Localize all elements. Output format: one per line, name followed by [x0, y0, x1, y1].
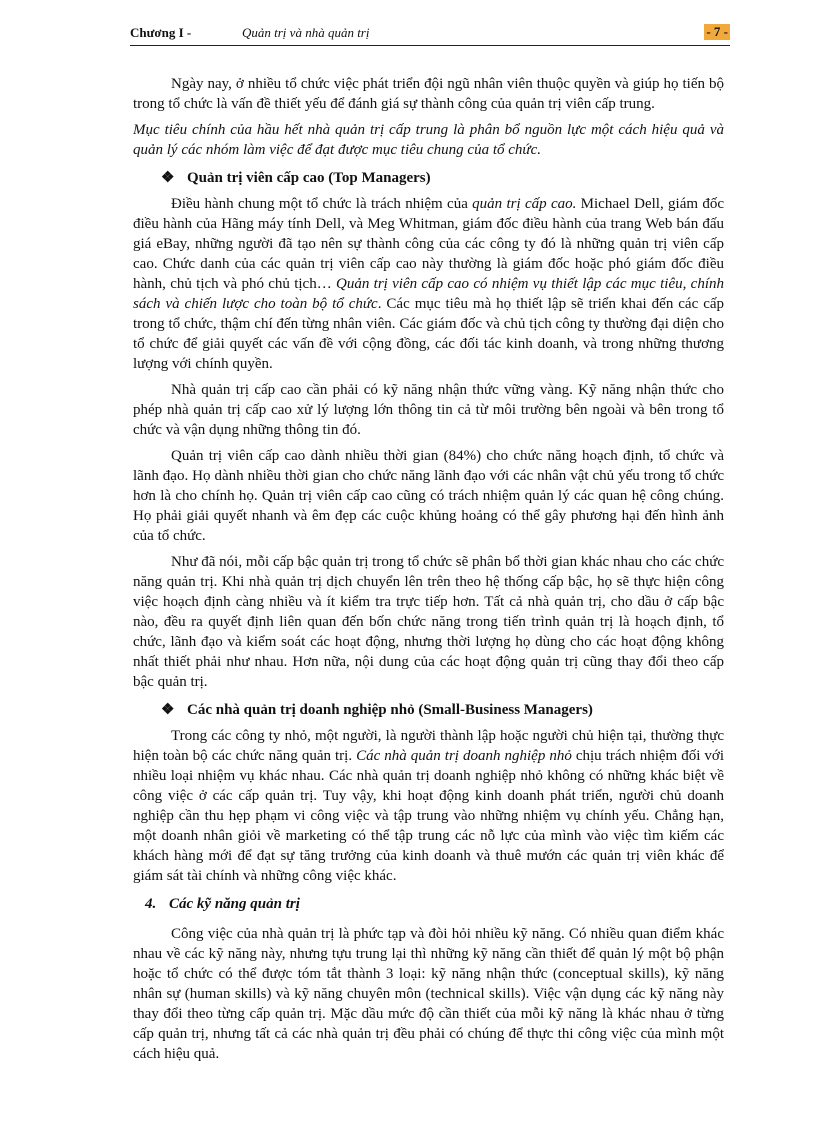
- text-run: chịu trách nhiệm đối với nhiều loại nhiệm vụ khác nhau. Các nhà quản trị doanh nghiệp nhỏ không có những khác biệt về công việc ở các cấp quản trị. Tuy vậy, khi hoạt động kinh doanh phát triển, người chủ doanh nghiệp cần thu hẹp phạm vi công việc và tập trung vào những nhiệm vụ chính yếu. Chẳng hạn, một doanh nhân giỏi về marketing có thể tập trung các nỗ lực của mình vào việc tìm kiếm các khách hàng mới để đạt sự tăng trưởng của kinh doanh và thuê mướn các quản trị viên khác để giám sát tài chính và những công việc khác.: [133, 748, 724, 884]
- paragraph-italic-summary: Mục tiêu chính của hầu hết nhà quản trị cấp trung là phân bổ nguồn lực một cách hiệu quả và quản lý các nhóm làm việc để đạt được mục tiêu chung của tổ chức.: [133, 122, 724, 158]
- document-body: [133, 74, 724, 1070]
- chapter-label: Chương I -: [130, 25, 192, 40]
- text-run: Trong các công ty nhỏ, một người, là người thành lập hoặc người chủ hiện tại, thường thực hiện toàn bộ các chức năng quản trị.: [133, 728, 724, 764]
- diamond-bullet-icon: ❖: [161, 170, 175, 186]
- section-number: 4.: [145, 896, 157, 912]
- section-heading-skills: [145, 894, 724, 914]
- paragraph: [133, 726, 724, 886]
- paragraph: Như đã nói, mỗi cấp bậc quản trị trong tổ chức sẽ phân bổ thời gian khác nhau cho các chức năng quản trị. Khi nhà quản trị dịch chuyển lên trên theo hệ thống cấp bậc, họ sẽ thực hiện công việc hoạch định càng nhiều và ít kiểm tra trực tiếp hơn. Tất cả nhà quản trị, cho dầu ở cấp bậc nào, đều ra quyết định liên quan đến bốn chức năng trong tiến trình quản trị là hoạch định, tổ chức, lãnh đạo và kiểm soát các hoạt động, nhưng thời lượng họ dùng cho các hoạt động không nhất thiết phải như nhau. Hơn nữa, nội dung của các hoạt động quản trị cũng thay đổi theo cấp bậc quản trị.: [133, 554, 724, 690]
- chapter-title: Quản trị và nhà quản trị: [242, 25, 370, 40]
- text-run-italic: Các nhà quản trị doanh nghiệp nhỏ: [356, 748, 572, 764]
- text-run-italic: quản trị cấp cao.: [472, 196, 577, 212]
- paragraph: Nhà quản trị cấp cao cần phải có kỹ năng nhận thức vững vàng. Kỹ năng nhận thức cho phép nhà quản trị cấp cao xử lý lượng lớn thông tin cả từ môi trường bên ngoài và bên trong tổ chức và vận dụng những thông tin đó.: [133, 382, 724, 438]
- text-run: . Các mục tiêu mà họ thiết lập sẽ triển khai đến các cấp trong tổ chức, thậm chí đến từng nhân viên. Các giám đốc và chủ tịch công ty thường đại diện cho tổ chức để giải quyết các vấn đề với cộng đồng, các đối tác kinh doanh, và trong những thương lượng với chính quyền.: [133, 296, 725, 372]
- paragraph: Công việc của nhà quản trị là phức tạp và đòi hỏi nhiều kỹ năng. Có nhiều quan điểm khác nhau về các kỹ năng này, nhưng tựu trung lại thì những kỹ năng cần thiết để quản lý một bộ phận hoặc tổ chức có thể được tóm tắt thành 3 loại: kỹ năng nhận thức (conceptual skills), kỹ năng nhân sự (human skills) và kỹ năng chuyên môn (technical skills). Việc vận dụng các kỹ năng này thay đổi theo từng cấp quản trị. Mặc dầu mức độ cần thiết của mỗi kỹ năng là khác nhau ở từng cấp quản trị, nhưng tất cả các nhà quản trị đều phải có chúng để thực thi công việc của mình một cách hiệu quả.: [133, 926, 724, 1062]
- section-heading-text: Các nhà quản trị doanh nghiệp nhỏ (Small-Business Managers): [187, 702, 593, 718]
- section-heading-text: Quản trị viên cấp cao (Top Managers): [187, 170, 431, 186]
- section-heading-top-managers: [133, 168, 724, 188]
- paragraph: Quản trị viên cấp cao dành nhiều thời gian (84%) cho chức năng hoạch định, tổ chức và lãnh đạo. Họ dành nhiều thời gian cho chức năng lãnh đạo với các nhân vật chủ yếu trong tổ chức hơn là cho chính họ. Quản trị viên cấp cao cũng có trách nhiệm quản lý các quan hệ công chúng. Họ phải giải quyết nhanh và êm đẹp các cuộc khủng hoảng có thể gây phương hại đến hình ảnh của tổ chức.: [133, 448, 724, 544]
- section-heading-text: Các kỹ năng quản trị: [169, 896, 300, 912]
- diamond-bullet-icon: ❖: [161, 702, 175, 718]
- page-header: [130, 25, 730, 45]
- page-number: - 7 -: [706, 24, 728, 39]
- header-rule: [130, 45, 730, 46]
- text-run-italic: Quản trị viên cấp cao có nhiệm vụ thiết lập các mục tiêu, chính sách và chiến lược cho toàn bộ tổ chức: [133, 276, 724, 312]
- paragraph: Ngày nay, ở nhiều tổ chức việc phát triển đội ngũ nhân viên thuộc quyền và giúp họ tiến bộ trong tổ chức là vấn đề thiết yếu để đánh giá sự thành công của quản trị viên cấp trung.: [133, 76, 724, 112]
- section-heading-small-business: [133, 700, 724, 720]
- text-run: Điều hành chung một tổ chức là trách nhiệm của: [171, 196, 473, 212]
- text-run: Michael Dell, giám đốc điều hành của Hãng máy tính Dell, và Meg Whitman, giám đốc điều hành của trang Web bán đấu giá eBay, những người đã tạo nên sự thành công của các công ty đó là những quản trị viên cấp cao. Chức danh của các quản trị viên cấp cao này thường là giám đốc hoặc phó giám đốc điều hành, chủ tịch và phó chủ tịch…: [133, 196, 724, 292]
- paragraph: [133, 194, 724, 374]
